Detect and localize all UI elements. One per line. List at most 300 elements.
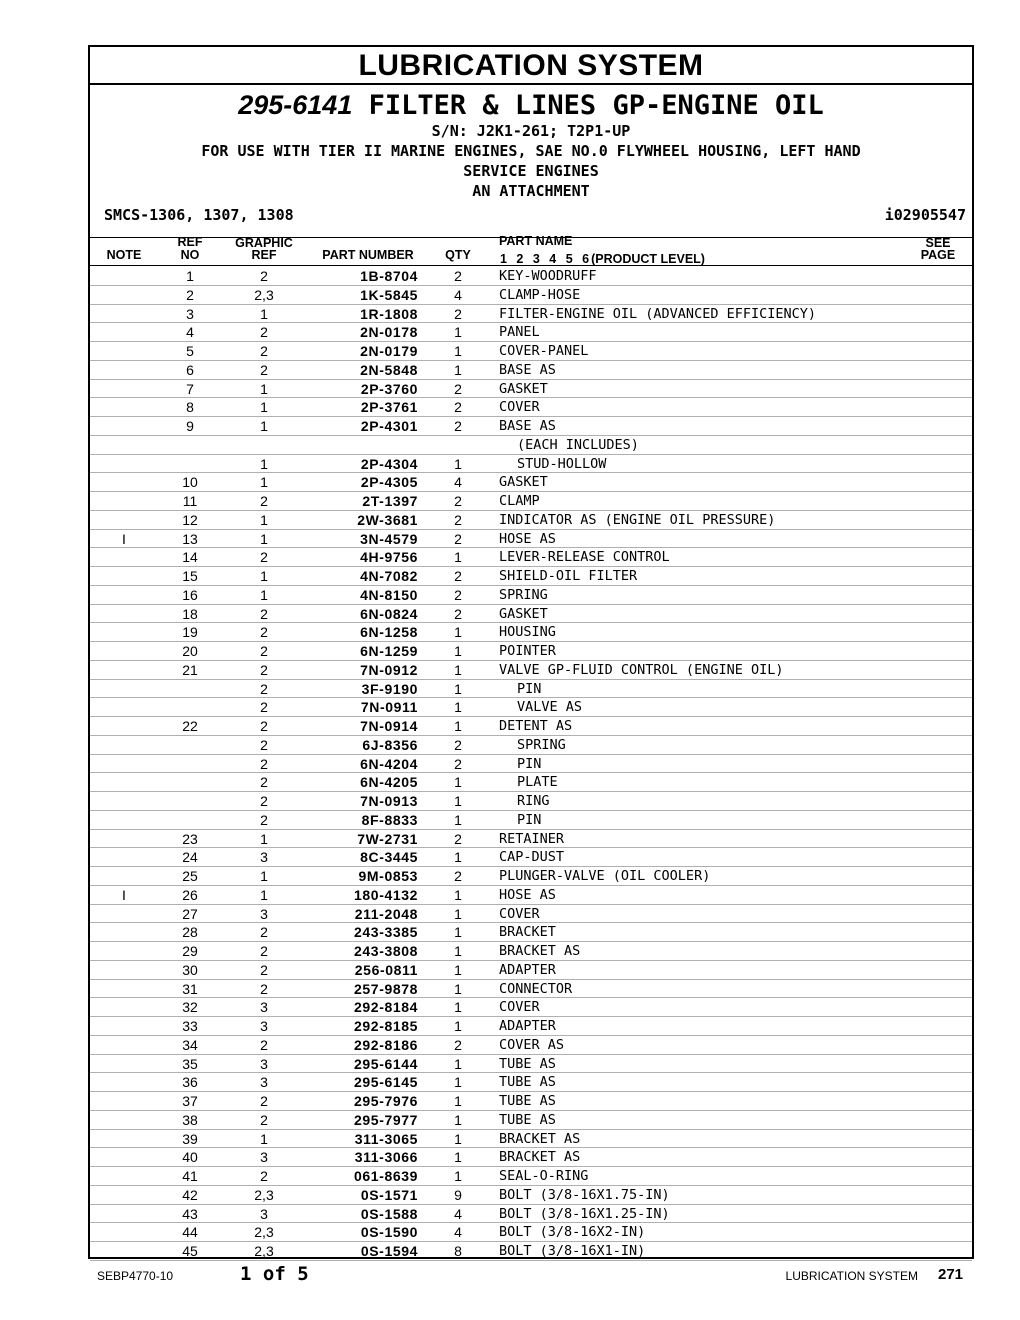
ref-no-cell: 15 xyxy=(182,568,198,584)
part-number-cell: 8C-3445 xyxy=(360,849,418,866)
qty-cell: 1 xyxy=(454,680,462,697)
part-number-cell: 2N-0179 xyxy=(360,343,418,359)
table-row xyxy=(90,642,972,661)
table-row xyxy=(90,380,972,399)
qty-cell: 1 xyxy=(454,718,462,734)
graphic-ref-cell: 1 xyxy=(260,380,268,397)
part-number-cell: 180-4132 xyxy=(354,886,418,903)
graphic-ref-cell: 2 xyxy=(260,774,268,791)
table-row xyxy=(90,286,972,305)
part-name-cell: COVER xyxy=(499,905,540,922)
part-name-cell: ADAPTER xyxy=(499,1018,556,1034)
table-row xyxy=(90,736,972,755)
graphic-ref-cell: 3 xyxy=(260,1018,268,1034)
qty-cell: 2 xyxy=(454,418,462,434)
table-row xyxy=(90,361,972,380)
graphic-ref-cell: 2 xyxy=(260,643,268,659)
graphic-ref-cell: 2,3 xyxy=(254,1224,274,1241)
table-row xyxy=(90,661,972,680)
graphic-ref-cell: 2 xyxy=(260,605,268,622)
part-name-cell: TUBE AS xyxy=(499,1055,556,1072)
qty-cell: 1 xyxy=(454,980,462,997)
part-number-cell: 256-0811 xyxy=(354,961,418,978)
table-row xyxy=(90,867,972,886)
part-name-cell: PLUNGER-VALVE (OIL COOLER) xyxy=(499,868,711,884)
table-row xyxy=(90,1073,972,1092)
table-row xyxy=(90,1148,972,1167)
graphic-ref-cell: 2 xyxy=(260,268,268,284)
graphic-ref-cell: 1 xyxy=(260,830,268,847)
part-number-cell: 2W-3681 xyxy=(357,511,418,528)
part-name-cell: BOLT (3/8-16X1.25-IN) xyxy=(499,1205,670,1222)
qty-cell: 1 xyxy=(454,1130,462,1147)
smcs-codes: SMCS-1306, 1307, 1308 xyxy=(104,206,294,224)
qty-cell: 1 xyxy=(454,1168,462,1184)
part-name-cell: CLAMP-HOSE xyxy=(499,286,581,303)
part-name-cell: TUBE AS xyxy=(499,1093,556,1109)
qty-cell: 1 xyxy=(454,999,462,1016)
graphic-ref-cell: 2 xyxy=(260,699,268,716)
part-number-cell: 0S-1590 xyxy=(360,1224,418,1241)
group-number: 295-6141 xyxy=(238,90,353,120)
part-name-cell: GASKET xyxy=(499,474,548,491)
part-number-cell: 8F-8833 xyxy=(361,811,418,828)
qty-cell: 1 xyxy=(454,324,462,341)
table-row xyxy=(90,980,972,999)
ref-no-cell: 38 xyxy=(182,1111,198,1128)
part-number-cell: 0S-1588 xyxy=(360,1205,418,1222)
part-number-cell: 3N-4579 xyxy=(360,530,418,547)
part-name-cell: BOLT (3/8-16X2-IN) xyxy=(499,1224,646,1241)
table-row xyxy=(90,548,972,567)
part-number-cell: 292-8185 xyxy=(354,1018,418,1034)
qty-cell: 2 xyxy=(454,605,462,622)
part-number-cell: 311-3066 xyxy=(354,1149,418,1166)
col-graphic-top: GRAPHIC xyxy=(235,236,293,250)
note-cell: I xyxy=(122,886,126,903)
page-number: 271 xyxy=(938,1266,964,1283)
table-row xyxy=(90,605,972,624)
table-row xyxy=(90,905,972,924)
qty-cell: 2 xyxy=(454,755,462,772)
qty-cell: 2 xyxy=(454,568,462,584)
graphic-ref-cell: 2 xyxy=(260,493,268,509)
qty-cell: 1 xyxy=(454,905,462,922)
table-row xyxy=(90,1223,972,1242)
part-name-cell: FILTER-ENGINE OIL (ADVANCED EFFICIENCY) xyxy=(499,305,816,322)
ref-no-cell: 33 xyxy=(182,1018,198,1034)
section-title: LUBRICATION SYSTEM xyxy=(90,47,972,85)
part-number-cell: 2P-4304 xyxy=(360,455,418,472)
graphic-ref-cell: 1 xyxy=(260,586,268,603)
table-row xyxy=(90,886,972,905)
part-name-cell: GASKET xyxy=(499,605,548,622)
part-name-cell: DETENT AS xyxy=(499,718,573,734)
ref-no-cell: 14 xyxy=(182,549,198,566)
graphic-ref-cell: 1 xyxy=(260,305,268,322)
graphic-ref-cell: 1 xyxy=(260,1130,268,1147)
table-row xyxy=(90,436,972,455)
table-row xyxy=(90,1205,972,1224)
part-number-cell: 257-9878 xyxy=(354,980,418,997)
ref-no-cell: 34 xyxy=(182,1036,198,1053)
graphic-ref-cell: 2 xyxy=(260,624,268,641)
part-name-cell: TUBE AS xyxy=(499,1111,556,1128)
part-number-cell: 061-8639 xyxy=(354,1168,418,1184)
part-number-cell: 6J-8356 xyxy=(362,736,418,753)
part-number-cell: 3F-9190 xyxy=(361,680,418,697)
group-description-1: FOR USE WITH TIER II MARINE ENGINES, SAE NO.0 FLYWHEEL HOUSING, LEFT HAND xyxy=(201,142,861,160)
ref-no-cell: 7 xyxy=(186,380,194,397)
part-name-cell: BASE AS xyxy=(499,418,556,434)
graphic-ref-cell: 2 xyxy=(260,718,268,734)
graphic-ref-cell: 2 xyxy=(260,793,268,809)
table-row xyxy=(90,323,972,342)
part-name-cell: CAP-DUST xyxy=(499,849,565,866)
part-name-cell: COVER AS xyxy=(499,1036,565,1053)
ref-no-cell: 11 xyxy=(182,493,198,509)
table-row xyxy=(90,473,972,492)
part-number-cell: 2N-0178 xyxy=(360,324,418,341)
graphic-ref-cell: 2 xyxy=(260,755,268,772)
part-number-cell: 7N-0914 xyxy=(360,718,418,734)
table-row xyxy=(90,1036,972,1055)
qty-cell: 1 xyxy=(454,643,462,659)
graphic-ref-cell: 1 xyxy=(260,399,268,416)
ref-no-cell: 24 xyxy=(182,849,198,866)
graphic-ref-cell: 2 xyxy=(260,361,268,378)
part-number-cell: 295-7977 xyxy=(354,1111,418,1128)
qty-cell: 1 xyxy=(454,961,462,978)
graphic-ref-cell: 1 xyxy=(260,568,268,584)
col-part-name: PART NAME xyxy=(499,234,573,248)
ref-no-cell: 8 xyxy=(186,399,194,416)
table-row xyxy=(90,848,972,867)
part-name-cell: BRACKET AS xyxy=(499,1149,581,1166)
graphic-ref-cell: 2 xyxy=(260,1093,268,1109)
part-name-cell: HOSE AS xyxy=(499,530,556,547)
table-row xyxy=(90,830,972,849)
part-name-cell: COVER xyxy=(499,999,540,1016)
part-name-cell: PANEL xyxy=(499,324,540,341)
qty-cell: 2 xyxy=(454,736,462,753)
part-number-cell: 6N-1259 xyxy=(360,643,418,659)
qty-cell: 1 xyxy=(454,549,462,566)
part-number-cell: 4N-7082 xyxy=(360,568,418,584)
part-name-cell: (EACH INCLUDES) xyxy=(517,436,639,453)
table-row xyxy=(90,942,972,961)
qty-cell: 2 xyxy=(454,399,462,416)
part-name-cell: RETAINER xyxy=(499,830,565,847)
part-number-cell: 292-8184 xyxy=(354,999,418,1016)
ref-no-cell: 16 xyxy=(182,586,198,603)
qty-cell: 2 xyxy=(454,268,462,284)
qty-cell: 2 xyxy=(454,586,462,603)
table-row xyxy=(90,792,972,811)
ref-no-cell: 10 xyxy=(182,474,198,491)
ref-no-cell: 37 xyxy=(182,1093,198,1109)
col-see-bottom: PAGE xyxy=(920,248,956,262)
part-number-cell: 2P-3761 xyxy=(360,399,418,416)
part-number-cell: 6N-4205 xyxy=(360,774,418,791)
table-row xyxy=(90,1242,972,1261)
part-name-cell: BRACKET AS xyxy=(499,943,581,959)
part-number-cell: 4H-9756 xyxy=(360,549,418,566)
ref-no-cell: 21 xyxy=(182,661,198,678)
qty-cell: 1 xyxy=(454,361,462,378)
ref-no-cell: 22 xyxy=(182,718,198,734)
footer-section: LUBRICATION SYSTEM xyxy=(785,1269,918,1283)
part-name-cell: CONNECTOR xyxy=(499,980,573,997)
graphic-ref-cell: 3 xyxy=(260,1205,268,1222)
ref-no-cell: 3 xyxy=(186,305,194,322)
part-number-cell: 2P-4301 xyxy=(360,418,418,434)
col-ref-bottom: NO xyxy=(180,248,200,262)
ref-no-cell: 36 xyxy=(182,1074,198,1091)
col-ref-top: REF xyxy=(177,235,203,249)
graphic-ref-cell: 1 xyxy=(260,474,268,491)
graphic-ref-cell: 2,3 xyxy=(254,1186,274,1203)
part-name-cell: PLATE xyxy=(517,774,558,791)
product-levels xyxy=(500,253,705,266)
part-number-cell: 311-3065 xyxy=(354,1130,418,1147)
ref-no-cell: 45 xyxy=(182,1243,198,1259)
part-number-cell: 4N-8150 xyxy=(360,586,418,603)
part-name-cell: BRACKET AS xyxy=(499,1130,581,1147)
table-row xyxy=(90,623,972,642)
graphic-ref-cell: 2 xyxy=(260,943,268,959)
level-numbers: 1 2 3 4 5 6 xyxy=(500,252,590,266)
serial-range: S/N: J2K1-261; T2P1-UP xyxy=(431,122,631,140)
qty-cell: 1 xyxy=(454,661,462,678)
table-row xyxy=(90,398,972,417)
ref-no-cell: 13 xyxy=(182,530,198,547)
graphic-ref-cell: 2 xyxy=(260,549,268,566)
part-number-cell: 295-6144 xyxy=(354,1055,418,1072)
table-row xyxy=(90,1111,972,1130)
graphic-ref-cell: 1 xyxy=(260,886,268,903)
part-name-cell: TUBE AS xyxy=(499,1074,556,1091)
qty-cell: 1 xyxy=(454,343,462,359)
table-row xyxy=(90,1092,972,1111)
col-qty: QTY xyxy=(445,248,471,262)
qty-cell: 2 xyxy=(454,511,462,528)
graphic-ref-cell: 3 xyxy=(260,905,268,922)
part-name-cell: HOUSING xyxy=(499,624,556,641)
part-number-cell: 1R-1808 xyxy=(360,305,418,322)
qty-cell: 2 xyxy=(454,493,462,509)
part-number-cell: 2N-5848 xyxy=(360,361,418,378)
part-name-cell: LEVER-RELEASE CONTROL xyxy=(499,549,670,566)
ref-no-cell: 23 xyxy=(182,830,198,847)
qty-cell: 1 xyxy=(454,1149,462,1166)
table-row xyxy=(90,717,972,736)
part-number-cell: 7N-0912 xyxy=(360,661,418,678)
part-number-cell: 0S-1594 xyxy=(360,1243,418,1259)
ref-no-cell: 32 xyxy=(182,999,198,1016)
part-number-cell: 0S-1571 xyxy=(360,1186,418,1203)
ref-no-cell: 27 xyxy=(182,905,198,922)
part-number-cell: 6N-4204 xyxy=(360,755,418,772)
col-note: NOTE xyxy=(106,248,142,262)
qty-cell: 1 xyxy=(454,624,462,641)
part-name-cell: ADAPTER xyxy=(499,961,556,978)
part-number-cell: 211-2048 xyxy=(354,905,418,922)
ref-no-cell: 42 xyxy=(182,1186,198,1203)
part-name-cell: RING xyxy=(517,793,550,809)
part-number-cell: 295-7976 xyxy=(354,1093,418,1109)
ref-no-cell: 2 xyxy=(186,286,194,303)
ref-no-cell: 9 xyxy=(186,418,194,434)
col-see-top: SEE xyxy=(925,236,951,250)
part-number-cell: 6N-1258 xyxy=(360,624,418,641)
qty-cell: 2 xyxy=(454,305,462,322)
table-row xyxy=(90,492,972,511)
ref-no-cell: 6 xyxy=(186,361,194,378)
col-graphic-bottom: REF xyxy=(251,248,277,262)
graphic-ref-cell: 2 xyxy=(260,324,268,341)
graphic-ref-cell: 2 xyxy=(260,1111,268,1128)
part-number-cell: 7N-0911 xyxy=(360,699,418,716)
part-number-cell: 7W-2731 xyxy=(357,830,418,847)
qty-cell: 4 xyxy=(454,1205,462,1222)
table-row xyxy=(90,998,972,1017)
ref-no-cell: 43 xyxy=(182,1205,198,1222)
part-name-cell: SEAL-O-RING xyxy=(499,1168,589,1184)
graphic-ref-cell: 3 xyxy=(260,1149,268,1166)
column-headers xyxy=(90,235,972,266)
graphic-ref-cell: 1 xyxy=(260,511,268,528)
graphic-ref-cell: 2 xyxy=(260,736,268,753)
ref-no-cell: 18 xyxy=(182,605,198,622)
ref-no-cell: 35 xyxy=(182,1055,198,1072)
graphic-ref-cell: 2 xyxy=(260,680,268,697)
table-row xyxy=(90,811,972,830)
qty-cell: 8 xyxy=(454,1243,462,1259)
qty-cell: 1 xyxy=(454,1018,462,1034)
part-name-cell: HOSE AS xyxy=(499,886,556,903)
part-number-cell: 243-3808 xyxy=(354,943,418,959)
graphic-ref-cell: 2 xyxy=(260,961,268,978)
ref-no-cell: 41 xyxy=(182,1168,198,1184)
part-name-cell: CLAMP xyxy=(499,493,540,509)
qty-cell: 4 xyxy=(454,474,462,491)
ref-no-cell: 12 xyxy=(182,511,198,528)
table-row xyxy=(90,455,972,474)
qty-cell: 1 xyxy=(454,924,462,941)
ref-no-cell: 5 xyxy=(186,343,194,359)
qty-cell: 1 xyxy=(454,1111,462,1128)
table-row xyxy=(90,698,972,717)
qty-cell: 2 xyxy=(454,1036,462,1053)
part-name-cell: STUD-HOLLOW xyxy=(517,455,607,472)
graphic-ref-cell: 1 xyxy=(260,530,268,547)
illustration-id: i02905547 xyxy=(884,206,966,224)
part-name-cell: POINTER xyxy=(499,643,556,659)
table-row xyxy=(90,1055,972,1074)
part-name-cell: PIN xyxy=(517,811,542,828)
graphic-ref-cell: 2 xyxy=(260,1036,268,1053)
part-number-cell: 1K-5845 xyxy=(360,286,418,303)
qty-cell: 4 xyxy=(454,1224,462,1241)
graphic-ref-cell: 2 xyxy=(260,924,268,941)
part-number-cell: 2P-4305 xyxy=(360,474,418,491)
part-name-cell: PIN xyxy=(517,680,542,697)
ref-no-cell: 20 xyxy=(182,643,198,659)
ref-no-cell: 31 xyxy=(182,980,198,997)
graphic-ref-cell: 2 xyxy=(260,1168,268,1184)
part-number-cell: 6N-0824 xyxy=(360,605,418,622)
qty-cell: 2 xyxy=(454,868,462,884)
ref-no-cell: 40 xyxy=(182,1149,198,1166)
part-number-cell: 2P-3760 xyxy=(360,380,418,397)
ref-no-cell: 39 xyxy=(182,1130,198,1147)
part-name-cell: VALVE AS xyxy=(517,699,583,716)
graphic-ref-cell: 2 xyxy=(260,980,268,997)
table-row xyxy=(90,773,972,792)
table-row xyxy=(90,267,972,286)
ref-no-cell: 4 xyxy=(186,324,194,341)
qty-cell: 1 xyxy=(454,455,462,472)
table-row xyxy=(90,961,972,980)
qty-cell: 1 xyxy=(454,849,462,866)
part-name-cell: SPRING xyxy=(499,586,548,603)
page-of: 1 of 5 xyxy=(240,1263,309,1285)
table-row xyxy=(90,567,972,586)
part-name-cell: BOLT (3/8-16X1.75-IN) xyxy=(499,1186,670,1203)
graphic-ref-cell: 3 xyxy=(260,1074,268,1091)
table-row xyxy=(90,417,972,436)
table-row xyxy=(90,1186,972,1205)
qty-cell: 1 xyxy=(454,774,462,791)
qty-cell: 1 xyxy=(454,886,462,903)
table-row xyxy=(90,342,972,361)
ref-no-cell: 30 xyxy=(182,961,198,978)
group-title xyxy=(90,89,972,122)
graphic-ref-cell: 2 xyxy=(260,343,268,359)
part-name-cell: PIN xyxy=(517,755,542,772)
part-name-cell: VALVE GP-FLUID CONTROL (ENGINE OIL) xyxy=(499,661,784,678)
ref-no-cell: 44 xyxy=(182,1224,198,1241)
table-row xyxy=(90,923,972,942)
graphic-ref-cell: 3 xyxy=(260,999,268,1016)
ref-no-cell: 1 xyxy=(186,268,194,284)
graphic-ref-cell: 1 xyxy=(260,418,268,434)
part-number-cell: 7N-0913 xyxy=(360,793,418,809)
graphic-ref-cell: 3 xyxy=(260,1055,268,1072)
part-name-cell: BRACKET xyxy=(499,924,556,941)
table-row xyxy=(90,1167,972,1186)
part-name-cell: KEY-WOODRUFF xyxy=(499,268,597,284)
graphic-ref-cell: 1 xyxy=(260,868,268,884)
ref-no-cell: 29 xyxy=(182,943,198,959)
qty-cell: 1 xyxy=(454,811,462,828)
qty-cell: 2 xyxy=(454,380,462,397)
qty-cell: 1 xyxy=(454,1093,462,1109)
table-row xyxy=(90,511,972,530)
part-name-cell: SHIELD-OIL FILTER xyxy=(499,568,638,584)
product-level-label: (PRODUCT LEVEL) xyxy=(591,252,705,266)
col-part-number: PART NUMBER xyxy=(322,248,414,262)
qty-cell: 1 xyxy=(454,699,462,716)
part-number-cell: 9M-0853 xyxy=(358,868,418,884)
graphic-ref-cell: 2 xyxy=(260,811,268,828)
part-number-cell: 295-6145 xyxy=(354,1074,418,1091)
qty-cell: 2 xyxy=(454,830,462,847)
doc-number: SEBP4770-10 xyxy=(97,1269,174,1283)
note-cell: I xyxy=(122,530,126,547)
part-name-cell: SPRING xyxy=(517,736,566,753)
